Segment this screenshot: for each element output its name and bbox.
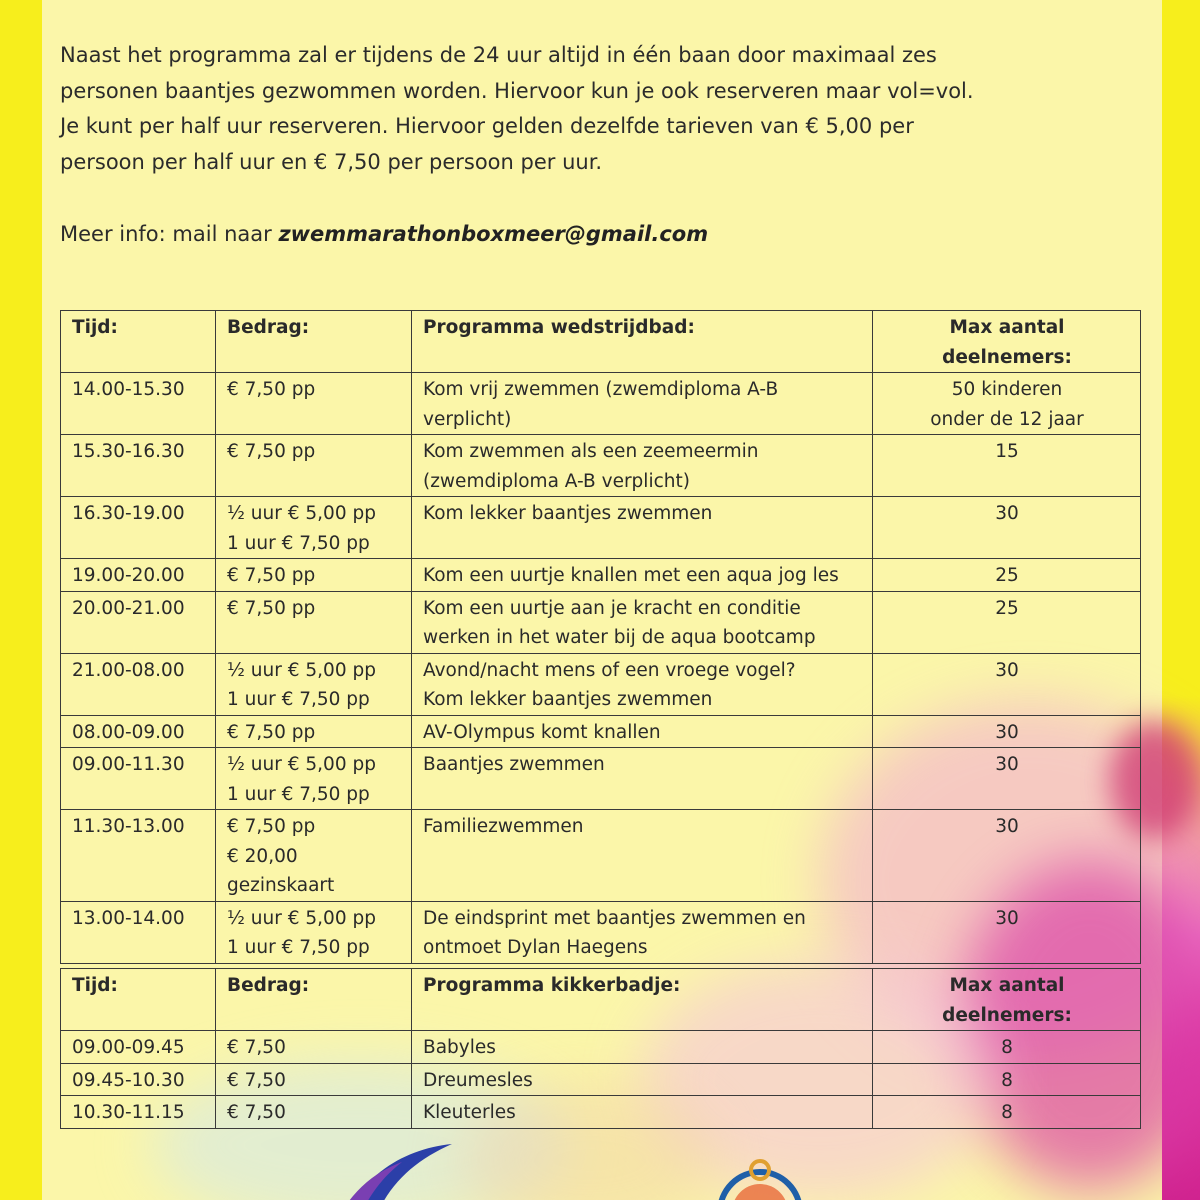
program-cell xyxy=(412,435,873,497)
intro-line: Je kunt per half uur reserveren. Hiervoor gelden dezelfde tarieven van € 5,00 per xyxy=(60,114,914,138)
table-row xyxy=(61,559,1141,592)
amount-cell-line: € 7,50 pp xyxy=(227,721,316,743)
amount-cell-line: € 7,50 xyxy=(227,1102,286,1123)
amount-cell-line: ½ uur € 5,00 pp xyxy=(227,907,376,929)
time-cell: 15.30-16.30 xyxy=(61,435,216,497)
amount-cell-line: € 20,00 xyxy=(227,845,298,867)
amount-cell xyxy=(216,559,412,592)
program-cell-line: AV-Olympus komt knallen xyxy=(423,721,661,743)
amount-cell-line: € 7,50 pp xyxy=(227,565,316,586)
program-cell xyxy=(412,715,873,748)
max-participants-cell-line: 8 xyxy=(1001,1102,1013,1123)
header-tijd: Tijd: xyxy=(61,311,216,373)
program-cell xyxy=(412,1031,873,1064)
amount-cell xyxy=(216,901,412,963)
amount-cell-line: 1 uur € 7,50 pp xyxy=(227,937,370,958)
amount-cell xyxy=(216,810,412,902)
table-row xyxy=(61,591,1141,653)
amount-cell xyxy=(216,1096,412,1129)
amount-cell-line: ½ uur € 5,00 pp xyxy=(227,754,376,775)
program-cell xyxy=(412,373,873,435)
table-row xyxy=(61,748,1141,810)
program-cell-line: Avond/nacht mens of een vroege vogel? xyxy=(423,659,796,681)
swoosh-logo xyxy=(340,1140,460,1200)
table-body xyxy=(61,373,1141,964)
time-cell: 10.30-11.15 xyxy=(61,1096,216,1129)
table-header-row xyxy=(61,311,1141,373)
amount-cell-line: € 7,50 xyxy=(227,1037,286,1058)
program-cell-line: Kom lekker baantjes zwemmen xyxy=(423,689,713,710)
table-row xyxy=(61,653,1141,715)
program-cell-line: (zwemdiploma A-B verplicht) xyxy=(423,470,690,492)
time-cell: 21.00-08.00 xyxy=(61,653,216,715)
amount-cell xyxy=(216,1031,412,1064)
amount-cell-line: gezinskaart xyxy=(227,875,335,896)
program-cell-line: Kom een uurtje aan je kracht en conditie xyxy=(423,597,801,619)
time-cell: 09.00-09.45 xyxy=(61,1031,216,1064)
amount-cell xyxy=(216,653,412,715)
program-cell-line: Familiezwemmen xyxy=(423,816,584,837)
amount-cell xyxy=(216,435,412,497)
max-participants-cell xyxy=(873,1096,1141,1129)
amount-cell-line: ½ uur € 5,00 pp xyxy=(227,503,376,524)
intro-paragraph xyxy=(60,38,1100,180)
amount-cell xyxy=(216,373,412,435)
time-cell: 13.00-14.00 xyxy=(61,901,216,963)
program-cell xyxy=(412,559,873,592)
table-kikkerbadje xyxy=(60,968,1141,1129)
program-cell xyxy=(412,901,873,963)
amount-cell-line: € 7,50 pp xyxy=(227,816,316,837)
max-participants-cell-line: 30 xyxy=(995,754,1019,775)
amount-cell-line: € 7,50 pp xyxy=(227,441,316,462)
time-cell: 20.00-21.00 xyxy=(61,591,216,653)
max-participants-cell-line: 30 xyxy=(995,816,1019,837)
program-cell xyxy=(412,591,873,653)
max-participants-cell-line: 30 xyxy=(995,503,1019,524)
program-cell xyxy=(412,748,873,810)
program-cell-line: Dreumesles xyxy=(423,1069,533,1091)
intro-line: personen baantjes gezwommen worden. Hiervoor kun je ook reserveren maar vol=vol. xyxy=(60,78,974,103)
max-participants-cell-line: 25 xyxy=(995,565,1019,586)
time-cell: 09.45-10.30 xyxy=(61,1063,216,1096)
max-participants-cell xyxy=(873,653,1141,715)
program-cell-line: Kom vrij zwemmen (zwemdiploma A-B xyxy=(423,379,779,400)
program-cell-line: Kom zwemmen als een zeemeermin xyxy=(423,441,759,462)
time-cell: 08.00-09.00 xyxy=(61,715,216,748)
time-cell: 09.00-11.30 xyxy=(61,748,216,810)
amount-cell-line: € 7,50 pp xyxy=(227,379,316,400)
amount-cell-line: € 7,50 pp xyxy=(227,597,316,619)
time-cell: 11.30-13.00 xyxy=(61,810,216,902)
program-cell-line: Babyles xyxy=(423,1037,496,1058)
intro-line: Naast het programma zal er tijdens de 24 uur altijd in één baan door maximaal zes xyxy=(60,43,937,67)
max-participants-cell xyxy=(873,748,1141,810)
program-cell-line: Kom een uurtje knallen met een aqua jog les xyxy=(423,565,839,586)
amount-cell xyxy=(216,715,412,748)
max-participants-cell-line: 30 xyxy=(995,659,1019,681)
max-participants-cell-line: onder de 12 jaar xyxy=(930,408,1084,430)
table-row xyxy=(61,901,1141,963)
program-cell-line: Kom lekker baantjes zwemmen xyxy=(423,503,713,524)
amount-cell xyxy=(216,497,412,559)
max-participants-cell xyxy=(873,435,1141,497)
max-participants-cell-line: 8 xyxy=(1001,1037,1013,1058)
max-participants-cell-line: 25 xyxy=(995,597,1019,619)
header-tijd: Tijd: xyxy=(61,969,216,1031)
max-participants-cell-line: 50 kinderen xyxy=(951,379,1063,400)
table-row xyxy=(61,497,1141,559)
amount-cell xyxy=(216,748,412,810)
table-header-row xyxy=(61,969,1141,1031)
club-badge-logo xyxy=(700,1150,820,1200)
program-cell xyxy=(412,810,873,902)
max-participants-cell xyxy=(873,1063,1141,1096)
time-cell: 19.00-20.00 xyxy=(61,559,216,592)
program-cell xyxy=(412,1096,873,1129)
program-cell-line: werken in het water bij de aqua bootcamp xyxy=(423,627,816,648)
header-bedrag: Bedrag: xyxy=(216,969,412,1031)
program-cell-line: Kleuterles xyxy=(423,1102,516,1123)
max-participants-cell xyxy=(873,373,1141,435)
table-row xyxy=(61,373,1141,435)
amount-cell-line: 1 uur € 7,50 pp xyxy=(227,689,370,710)
max-participants-cell xyxy=(873,810,1141,902)
header-max-deelnemers: Max aantal deelnemers: xyxy=(873,969,1141,1031)
header-programma: Programma kikkerbadje: xyxy=(412,969,873,1031)
max-participants-cell-line: 8 xyxy=(1001,1069,1013,1091)
time-cell: 14.00-15.30 xyxy=(61,373,216,435)
contact-email-link[interactable]: zwemmarathonboxmeer@gmail.com xyxy=(278,222,709,246)
header-programma: Programma wedstrijdbad: xyxy=(412,311,873,373)
max-participants-cell xyxy=(873,1031,1141,1064)
table-row xyxy=(61,810,1141,902)
header-max-deelnemers: Max aantal deelnemers: xyxy=(873,311,1141,373)
max-participants-cell xyxy=(873,715,1141,748)
table-wedstrijdbad xyxy=(60,310,1141,964)
header-bedrag: Bedrag: xyxy=(216,311,412,373)
more-info-line xyxy=(60,217,708,252)
program-cell xyxy=(412,1063,873,1096)
table-body xyxy=(61,1031,1141,1129)
time-cell: 16.30-19.00 xyxy=(61,497,216,559)
intro-line: persoon per half uur en € 7,50 per persoon per uur. xyxy=(60,149,603,174)
amount-cell-line: € 7,50 xyxy=(227,1069,286,1091)
program-cell xyxy=(412,497,873,559)
max-participants-cell xyxy=(873,591,1141,653)
table-row xyxy=(61,1063,1141,1096)
left-yellow-border xyxy=(0,0,42,1200)
amount-cell-line: 1 uur € 7,50 pp xyxy=(227,783,370,805)
max-participants-cell xyxy=(873,559,1141,592)
table-row xyxy=(61,715,1141,748)
max-participants-cell-line: 15 xyxy=(995,441,1019,462)
amount-cell xyxy=(216,591,412,653)
amount-cell xyxy=(216,1063,412,1096)
program-cell xyxy=(412,653,873,715)
program-cell-line: ontmoet Dylan Haegens xyxy=(423,937,648,958)
more-info-prefix: Meer info: mail naar xyxy=(60,222,279,246)
table-row xyxy=(61,435,1141,497)
max-participants-cell xyxy=(873,497,1141,559)
program-cell-line: verplicht) xyxy=(423,408,512,430)
amount-cell-line: ½ uur € 5,00 pp xyxy=(227,659,376,681)
table-row xyxy=(61,1031,1141,1064)
max-participants-cell xyxy=(873,901,1141,963)
program-cell-line: Baantjes zwemmen xyxy=(423,754,605,775)
program-cell-line: De eindsprint met baantjes zwemmen en xyxy=(423,907,806,929)
table-row xyxy=(61,1096,1141,1129)
amount-cell-line: 1 uur € 7,50 pp xyxy=(227,532,370,554)
max-participants-cell-line: 30 xyxy=(995,721,1019,743)
max-participants-cell-line: 30 xyxy=(995,907,1019,929)
